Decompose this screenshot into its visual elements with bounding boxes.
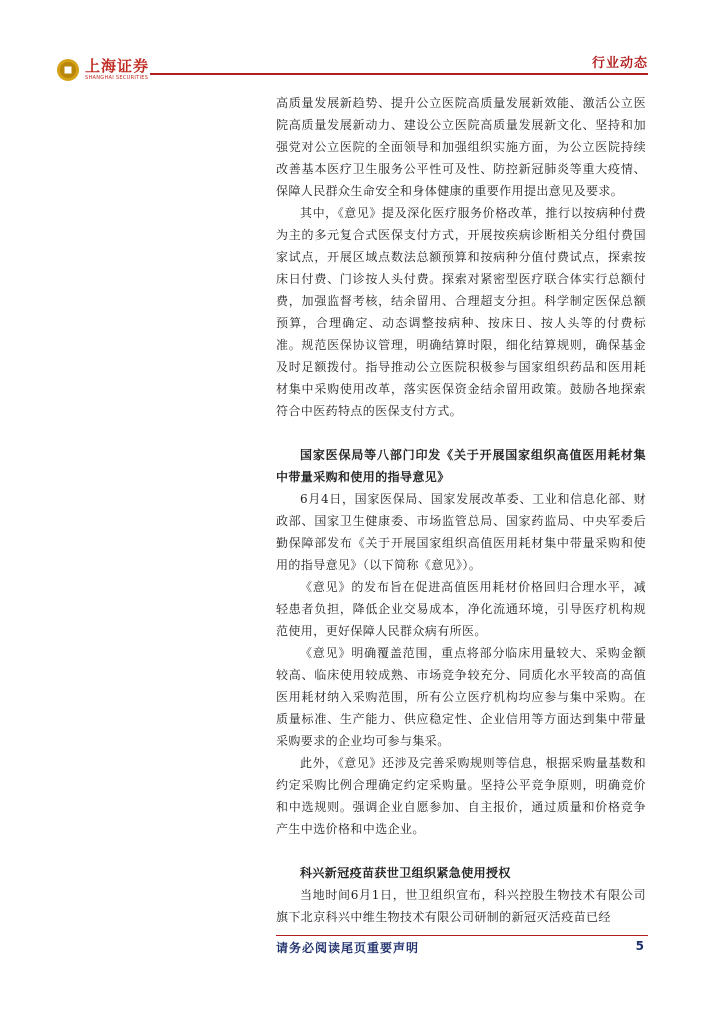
article-body	[276, 92, 646, 928]
paragraph-7: 当地时间6月1日，世卫组织宣布，科兴控股生物技术有限公司旗下北京科兴中维生物技术有限公司研制的新冠灭活疫苗已经	[276, 888, 646, 924]
page-header	[0, 0, 724, 90]
section-tag: 行业动态	[591, 56, 648, 71]
paragraph-2: 其中，《意见》提及深化医疗服务价格改革，推行以按病种付费为主的多元复合式医保支付方式，开展按疾病诊断相关分组付费国家试点，开展区域点数法总额预算和按病种分值付费试点，探索按床日付费、门诊按人头付费。探索对紧密型医疗联合体实行总额付费，加强监督考核，结余留用、合理超支分担。科学制定医保总额预算，合理确定、动态调整按病种、按床日、按人头等的付费标准。规范医保协议管理，明确结算时限，细化结算规则，确保基金及时足额拨付。指导推动公立医院积极参与国家组织药品和医用耗材集中采购使用改革，落实医保资金结余留用政策。鼓励各地探索符合中医药特点的医保支付方式。	[276, 206, 646, 418]
header-divider	[150, 73, 648, 75]
company-logo	[56, 55, 149, 85]
logo-text-cn: 上海证券	[85, 57, 150, 75]
disclaimer-note: 请务必阅读尾页重要声明	[276, 941, 420, 955]
paragraph-6: 此外，《意见》还涉及完善采购规则等信息，根据采购量基数和约定采购比例合理确定约定采购量。坚持公平竞争原则，明确竞价和中选规则。强调企业自愿参加、自主报价，通过质量和价格竞争产生中选价格和中选企业。	[276, 756, 646, 836]
logo-text-en: SHANGHAI SECURITIES	[85, 75, 149, 81]
page-number: 5	[635, 939, 644, 953]
footer-divider	[276, 935, 648, 936]
paragraph-1: 高质量发展新趋势、提升公立医院高质量发展新效能、激活公立医院高质量发展新动力、建设公立医院高质量发展新文化、坚持和加强党对公立医院的全面领导和加强组织实施方面，为公立医院持续改善基本医疗卫生服务公平性可及性、防控新冠肺炎等重大疫情、保障人民群众生命安全和身体健康的重要作用提出意见及要求。	[276, 96, 646, 198]
section-heading-medical-consumables: 国家医保局等八部门印发《关于开展国家组织高值医用耗材集中带量采购和使用的指导意见》	[276, 448, 646, 484]
logo-coin-icon	[56, 58, 80, 82]
section-spacer	[276, 840, 646, 862]
paragraph-5: 《意见》明确覆盖范围，重点将部分临床用量较大、采购金额较高、临床使用较成熟、市场竞争较充分、同质化水平较高的高值医用耗材纳入采购范围，所有公立医疗机构均应参与集中采购。在质量标准、生产能力、供应稳定性、企业信用等方面达到集中带量采购要求的企业均可参与集采。	[276, 646, 646, 748]
section-spacer	[276, 422, 646, 444]
paragraph-4: 《意见》的发布旨在促进高值医用耗材价格回归合理水平，减轻患者负担，降低企业交易成本，净化流通环境，引导医疗机构规范使用，更好保障人民群众病有所医。	[276, 580, 646, 638]
paragraph-3: 6月4日，国家医保局、国家发展改革委、工业和信息化部、财政部、国家卫生健康委、市场监管总局、国家药监局、中央军委后勤保障部发布《关于开展国家组织高值医用耗材集中带量采购和使用的指导意见》（以下简称《意见》）。	[276, 492, 646, 572]
section-heading-vaccine: 科兴新冠疫苗获世卫组织紧急使用授权	[300, 866, 511, 880]
